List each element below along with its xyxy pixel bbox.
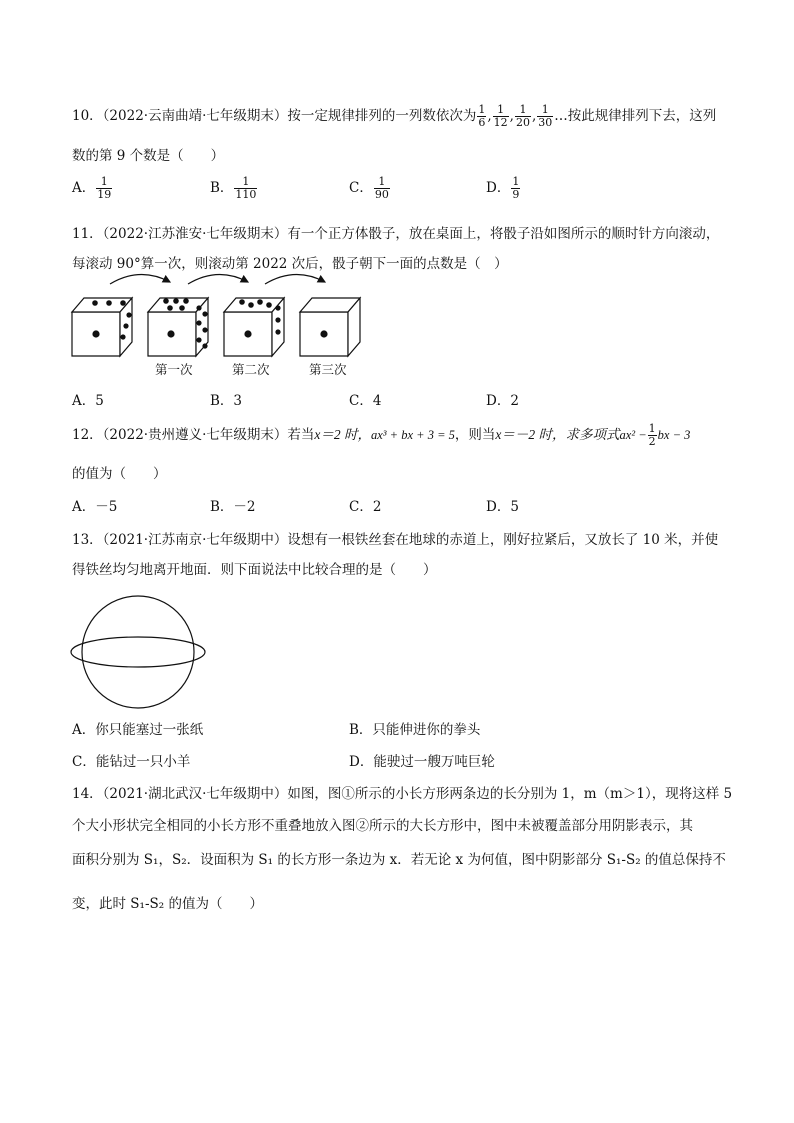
q14-line3: 面积分别为 S₁，S₂．设面积为 S₁ 的长方形一条边为 x．若无论 x 为何值，图中阴影部分 S₁-S₂ 的值总保持不 [72, 852, 726, 868]
earth-circle [82, 596, 194, 708]
q11-option-b[interactable]: B．3 [210, 393, 243, 409]
q13-option-c[interactable]: C．能钻过一只小羊 [72, 754, 191, 770]
q11-option-c[interactable]: C．4 [349, 393, 382, 409]
q13-option-d[interactable]: D．能驶过一艘万吨巨轮 [349, 754, 495, 770]
q10-suffix: …按此规律排列下去，这列 [554, 108, 717, 124]
q10-seq-frac-4: $\frac{1}{30}$ [538, 103, 553, 129]
q12-line2: 的值为（ ） [72, 466, 167, 482]
q10-seq-frac-2: $\frac{1}{12}$ [493, 103, 508, 129]
caption-roll-3: 第三次 [309, 362, 347, 377]
q11-line1: 11．（2022·江苏淮安·七年级期末）有一个正方体骰子，放在桌面上，将骰子沿如图所示的顺时针方向滚动， [72, 226, 720, 242]
q10-line2: 数的第 9 个数是（ ） [72, 148, 225, 164]
roll-arrow-1 [110, 274, 170, 284]
q12-option-d[interactable]: D．5 [486, 499, 519, 515]
q13-line1: 13．（2021·江苏南京·七年级期中）设想有一根铁丝套在地球的赤道上，刚好拉紧后，又放长了 10 米，并使 [72, 532, 719, 548]
q13-option-b[interactable]: B．只能伸进你的拳头 [349, 722, 481, 738]
q12-half-frac: $\frac{1}{2}$ [648, 422, 656, 448]
q14-line1: 14．（2021·湖北武汉·七年级期中）如图，图①所示的小长方形两条边的长分别为 1，m（m＞1），现将这样 5 [72, 786, 733, 802]
q12-option-a[interactable]: A．－5 [72, 499, 118, 515]
q12-line1: 12．（2022·贵州遵义·七年级期末）若当x＝2 时，ax³ + bx + 3 = 5，则当x＝－2 时，求多项式ax² − $\frac{1}{2}$ bx − 3 [72, 422, 691, 448]
q10-line1: 10．（2022·云南曲靖·七年级期末）按一定规律排列的一列数依次为 $\frac{1}{6}$ , $\frac{1}{12}$ , $\frac{1}{20}$ , $\frac{1}{30}$ …按此规律排列下去，这列 [72, 103, 717, 129]
q13-option-a[interactable]: A．你只能塞过一张纸 [72, 722, 204, 738]
earth-wire-figure [70, 592, 210, 712]
q12-expr1: ax³ + bx + 3 = 5 [371, 428, 455, 442]
die-2 [148, 298, 208, 356]
q10-option-a[interactable]: A． $\frac{1}{19}$ [72, 175, 112, 201]
q10-prefix: 10．（2022·云南曲靖·七年级期末）按一定规律排列的一列数依次为 [72, 108, 477, 124]
q13-line2: 得铁丝均匀地离开地面．则下面说法中比较合理的是（ ） [72, 562, 437, 578]
q10-option-c[interactable]: C． $\frac{1}{90}$ [349, 175, 389, 201]
die-1 [72, 298, 132, 356]
q10-seq-frac-1: $\frac{1}{6}$ [478, 103, 486, 129]
q10-option-b[interactable]: B． $\frac{1}{110}$ [210, 175, 257, 201]
die-3 [224, 298, 284, 356]
q12-option-b[interactable]: B．－2 [210, 499, 256, 515]
caption-roll-2: 第二次 [232, 362, 270, 377]
q11-option-d[interactable]: D．2 [486, 393, 519, 409]
q12-condition-x2: x＝2 时， [314, 427, 371, 442]
q12-condition-xm2: x＝－2 时，求多项式 [495, 427, 620, 442]
caption-roll-1: 第一次 [155, 362, 193, 377]
q10-option-d[interactable]: D． $\frac{1}{9}$ [486, 175, 520, 201]
die-4 [300, 298, 360, 356]
q11-line2: 每滚动 90°算一次，则滚动第 2022 次后，骰子朝下一面的点数是（ ） [72, 256, 508, 272]
q12-option-c[interactable]: C．2 [349, 499, 382, 515]
dice-rolling-figure [70, 270, 380, 360]
q12-expr2: ax² − [619, 428, 647, 442]
roll-arrow-2 [188, 274, 248, 284]
q10-seq-frac-3: $\frac{1}{20}$ [515, 103, 530, 129]
roll-arrow-3 [265, 274, 325, 284]
wire-ring [71, 637, 205, 667]
q11-option-a[interactable]: A．5 [72, 393, 104, 409]
q14-line4: 变，此时 S₁-S₂ 的值为（ ） [72, 896, 263, 912]
q14-line2: 个大小形状完全相同的小长方形不重叠地放入图②所示的大长方形中，图中未被覆盖部分用阴影表示，其 [72, 818, 693, 834]
